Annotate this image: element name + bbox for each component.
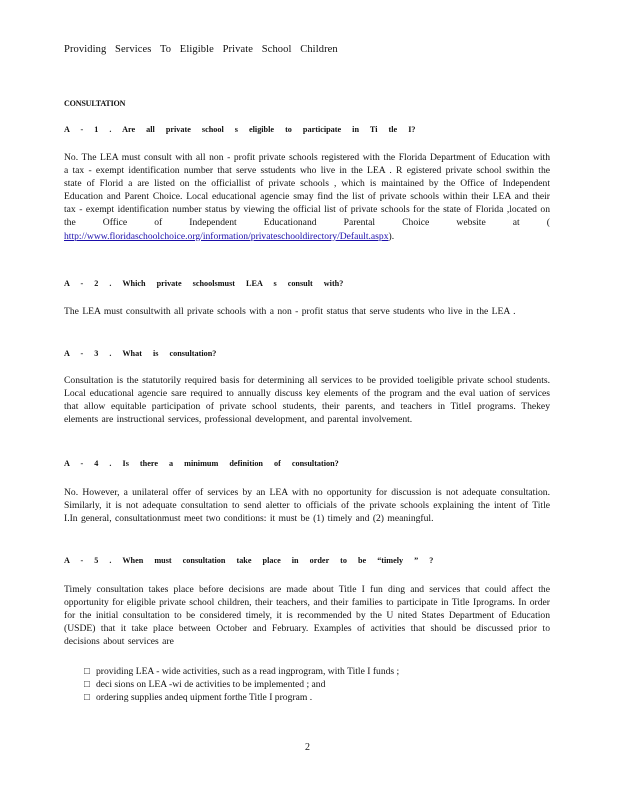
question-a1: A - 1 . Are all private school s eligible to participate in Ti tle I? <box>64 125 416 134</box>
list-item-text: ordering supplies andeq uipment forthe Title I program . <box>96 692 313 704</box>
answer-a1 <box>64 151 550 243</box>
list-item-text: providing LEA - wide activities, such as a read ingprogram, with Title I funds ; <box>96 666 400 677</box>
bullet-icon: □ <box>84 692 90 704</box>
question-a2: A - 2 . Which private schoolsmust LEA s consult with? <box>64 279 344 288</box>
list-item <box>84 678 399 691</box>
document-header: Providing Services To Eligible Private School Children <box>64 44 338 55</box>
list-item-text: deci sions on LEA -wi de activities to be implemented ; and <box>96 679 326 691</box>
answer-a1-text: No. The LEA must consult with all non - profit private schools registered with the Florida Department of Education with a tax - exempt identification number that serve sstudents who live in the LEA . R egistered private school swithin the state of Florid a are listed on the officiallist of private schools , which is maintained by the Office of Independent Education and Parent Choice. Local educational agencie smay find the list of private schools within their LEA and their tax - exempt identification number status by viewing the official list of private schools for the state of Florida ,located on the Office of Independent Educationand Parental Choice website at ( <box>64 152 550 229</box>
answer-a3: Consultation is the statutorily required basis for determining all services to be provided toeligible private school students. Local educational agencie sare required to annually discuss key elements of the program and the eval uation of services that allow equitable participation of private school students, their parents, and teachers in TitleI programs. Thekey elements are instructional services, professional development, and parental involvement. <box>64 375 550 426</box>
answer-a5: Timely consultation takes place before decisions are made about Title I fun ding and services that could affect the opportunity for eligible private school children, their teachers, and their families to participate in Title Iprograms. In order for the initial consultation to be considered timely, it is recommended by the U nited States Department of Education (USDE) that it take place between October and February. Examples of activities that should be discussed prior to decisions about services are <box>64 584 550 648</box>
bullet-icon: □ <box>84 679 90 691</box>
activity-list <box>84 665 399 704</box>
list-item <box>84 665 399 678</box>
private-school-directory-link[interactable]: http://www.floridaschoolchoice.org/information/privateschooldirectory/Default.aspx <box>64 230 389 242</box>
page-number: 2 <box>305 742 310 753</box>
question-a3: A - 3 . What is consultation? <box>64 349 217 358</box>
answer-a2: The LEA must consultwith all private schools with a non - profit status that serve students who live in the LEA . <box>64 306 516 317</box>
answer-a1-close: ). <box>388 230 395 242</box>
question-a5: A - 5 . When must consultation take place in order to be “timely ” ? <box>64 556 434 565</box>
answer-a4: No. However, a unilateral offer of services by an LEA with no opportunity for discussion is not adequate consultation. Similarly, it is not adequate consultation to send aletter to officials of the private schools explaining the intent of Title I.In general, consultationmust meet two conditions: it must be (1) timely and (2) meaningful. <box>64 487 550 525</box>
bullet-icon: □ <box>84 666 90 677</box>
section-title: CONSULTATION <box>64 98 126 108</box>
list-item <box>84 691 399 704</box>
question-a4: A - 4 . Is there a minimum definition of consultation? <box>64 459 339 468</box>
